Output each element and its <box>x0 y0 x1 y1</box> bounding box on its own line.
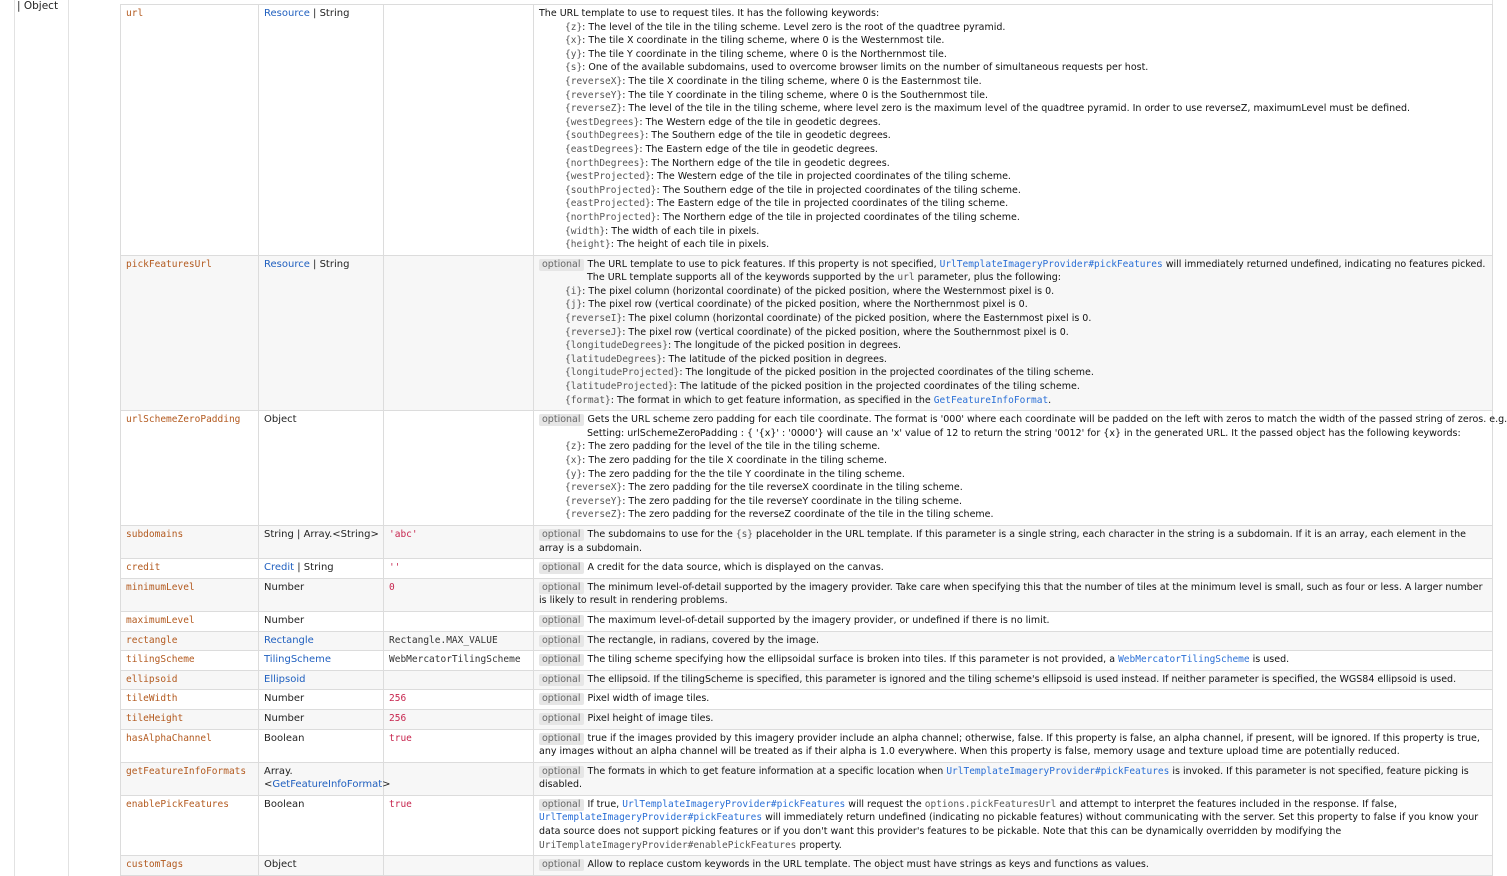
keyword-code: {reverseI} <box>565 313 623 325</box>
keyword-code: {westProjected} <box>565 171 651 183</box>
default-cell <box>384 670 534 690</box>
keyword-item <box>539 326 1488 340</box>
description-text: The URL template supports all of the keywords supported by the <box>587 272 898 284</box>
optional-badge: optional <box>539 635 584 647</box>
type-text: < <box>264 779 273 791</box>
default-cell <box>384 762 534 795</box>
keyword-text: : The pixel column (horizontal coordinate) of the picked position, where the Easternmost pixel is 0. <box>622 313 1092 325</box>
type-text: Boolean <box>264 732 305 744</box>
keyword-text: : One of the available subdomains, used to overcome browser limits on the number of simultaneous requests per host. <box>582 62 1149 74</box>
default-value: 'abc' <box>389 528 418 540</box>
outer-mid-border <box>68 0 69 876</box>
keyword-item <box>539 312 1488 326</box>
description-text: The subdomains to use for the <box>587 528 736 540</box>
description-text: A credit for the data source, which is displayed on the canvas. <box>587 562 884 574</box>
param-description <box>534 762 1493 795</box>
keyword-list <box>539 21 1488 252</box>
param-row-getFeatureInfoFormats <box>121 762 1493 795</box>
param-name: url <box>126 8 144 19</box>
keyword-item <box>539 353 1488 367</box>
default-value: '' <box>389 562 401 574</box>
type-text: Number <box>264 693 305 705</box>
keyword-code: {reverseY} <box>565 89 623 101</box>
keyword-item <box>539 211 1488 225</box>
description-text: Pixel height of image tiles. <box>587 712 714 724</box>
keyword-code: {reverseZ} <box>565 509 623 521</box>
param-description <box>534 795 1493 855</box>
keyword-code: {westDegrees} <box>565 116 640 128</box>
description-text: The tiling scheme specifying how the ellipsoidal surface is broken into tiles. If this parameter is not provided, a <box>587 654 1119 666</box>
type-text: Number <box>264 581 305 593</box>
keyword-text: : The tile X coordinate in the tiling scheme, where 0 is the Easternmost tile. <box>622 75 982 87</box>
type-text: | String <box>309 8 350 19</box>
param-name: enablePickFeatures <box>126 798 229 810</box>
param-description <box>534 651 1493 671</box>
optional-badge: optional <box>539 529 584 541</box>
param-name: ellipsoid <box>126 673 178 685</box>
inline-code: {s} <box>735 528 754 540</box>
param-name: customTags <box>126 859 184 871</box>
param-description <box>534 690 1493 710</box>
optional-badge: optional <box>539 414 584 426</box>
default-value: 256 <box>389 693 407 705</box>
keyword-code: {z} <box>565 21 583 33</box>
keyword-text: : The Eastern edge of the tile in projected coordinates of the tiling scheme. <box>650 198 1009 210</box>
keyword-text: : The zero padding for the the tile Y coordinate in the tiling scheme. <box>582 468 905 480</box>
optional-badge: optional <box>539 582 584 594</box>
default-value: true <box>389 732 412 744</box>
keyword-text: : The zero padding for the tile reverseY coordinate in the tiling scheme. <box>622 495 963 507</box>
type-link-ellipsoid[interactable]: Ellipsoid <box>264 673 306 685</box>
optional-badge: optional <box>539 674 584 686</box>
keyword-code: {eastProjected} <box>565 198 651 210</box>
keyword-code: {format} <box>565 394 611 406</box>
type-text: | String <box>309 258 350 270</box>
param-description <box>534 525 1493 558</box>
keyword-text: : The longitude of the picked position in the projected coordinates of the tiling scheme. <box>679 367 1094 379</box>
keyword-item <box>539 238 1488 252</box>
keyword-code: {z} <box>565 441 583 453</box>
type-link-credit[interactable]: Credit <box>264 562 295 574</box>
description-text: will request the <box>845 798 925 810</box>
keyword-text: : The Western edge of the tile in projected coordinates of the tiling scheme. <box>650 171 1011 183</box>
default-cell <box>384 411 534 526</box>
web-mercator-link[interactable]: WebMercatorTilingScheme <box>1118 654 1250 666</box>
keyword-text: : The zero padding for the tile reverseX coordinate in the tiling scheme. <box>622 482 963 494</box>
keyword-text: : The tile Y coordinate in the tiling scheme, where 0 is the Southernmost tile. <box>622 89 988 101</box>
default-value: Rectangle.MAX_VALUE <box>389 634 498 646</box>
description-text: will immediately returned undefined, indicating no features picked. <box>1162 258 1486 270</box>
keyword-code: {reverseX} <box>565 75 623 87</box>
description-text: Setting: urlSchemeZeroPadding : { '{x}' : '0000'} will cause an 'x' value of 12 to return the string '0012' for {x} in the generated URL. It the passed object has the following keywords: <box>587 427 1461 439</box>
keyword-item <box>539 454 1488 468</box>
keyword-code: {eastDegrees} <box>565 143 640 155</box>
keyword-code: {northDegrees} <box>565 157 646 169</box>
param-name: pickFeaturesUrl <box>126 258 212 270</box>
outer-type-label: | Object <box>17 0 59 12</box>
param-row-enablePickFeatures <box>121 795 1493 855</box>
keyword-item <box>539 366 1488 380</box>
default-cell <box>384 611 534 631</box>
keyword-item <box>539 184 1488 198</box>
description-text: The ellipsoid. If the tilingScheme is specified, this parameter is ignored and the tiling scheme's ellipsoid is used instead. If neither parameter is specified, the WGS84 ellipsoid is used. <box>587 673 1457 685</box>
keyword-text: : The zero padding for the tile X coordinate in the tiling scheme. <box>582 455 888 466</box>
param-description <box>534 559 1493 579</box>
keyword-item <box>539 129 1488 143</box>
pick-features-link[interactable]: UrlTemplateImageryProvider#pickFeatures <box>539 812 763 824</box>
pick-features-link[interactable]: UrlTemplateImageryProvider#pickFeatures <box>622 798 846 810</box>
pick-features-link[interactable]: UrlTemplateImageryProvider#pickFeatures <box>939 258 1163 270</box>
description-text: is used. <box>1249 654 1290 666</box>
param-row-minimumLevel <box>121 578 1493 611</box>
keyword-text: : The pixel row (vertical coordinate) of the picked position, where the Northernmost pixel is 0. <box>582 299 1028 311</box>
param-name: tileWidth <box>126 693 178 705</box>
keyword-code: {x} <box>565 35 583 47</box>
description-text: Gets the URL scheme zero padding for each tile coordinate. The format is '000' where each coordinate will be padded on the left with zeros to match the width of the passed string of zeros. e.g. <box>587 414 1507 426</box>
keyword-item <box>539 339 1488 353</box>
description-text: If true, <box>587 798 623 810</box>
keyword-text: : The Eastern edge of the tile in geodetic degrees. <box>639 143 878 155</box>
param-name: rectangle <box>126 634 178 646</box>
description-text: The rectangle, in radians, covered by the image. <box>587 634 819 646</box>
param-description <box>534 611 1493 631</box>
param-row-hasAlphaChannel <box>121 729 1493 762</box>
keyword-code: {s} <box>565 62 583 74</box>
description-text: The minimum level-of-detail supported by the imagery provider. Take care when specifying this that the number of tiles at the minimum level is small, such as four or less. A larger number is likely to result in rendering problems. <box>539 581 1483 607</box>
optional-badge: optional <box>539 259 584 271</box>
param-description <box>534 729 1493 762</box>
param-name: tilingScheme <box>126 654 195 666</box>
keyword-item <box>539 495 1488 509</box>
keyword-code: {longitudeProjected} <box>565 367 680 379</box>
param-row-tileWidth <box>121 690 1493 710</box>
description-text: placeholder in the URL template. If this parameter is a single string, each character in the string is a subdomain. If it is an array, each element in the array is a subdomain. <box>539 528 1467 554</box>
inline-code: url <box>897 272 915 284</box>
description-intro: The URL template to use to request tiles. It has the following keywords: <box>539 8 880 19</box>
param-row-tileHeight <box>121 709 1493 729</box>
keyword-item <box>539 34 1488 48</box>
keyword-item <box>539 298 1488 312</box>
param-row-subdomains <box>121 525 1493 558</box>
optional-badge: optional <box>539 766 584 778</box>
param-description <box>534 5 1493 256</box>
param-row-pickFeaturesUrl <box>121 255 1493 411</box>
param-description <box>534 709 1493 729</box>
keyword-list <box>539 440 1488 522</box>
keyword-item <box>539 21 1488 35</box>
optional-badge: optional <box>539 615 584 627</box>
param-row-tilingScheme <box>121 651 1493 671</box>
keyword-code: {height} <box>565 239 611 251</box>
keyword-item <box>539 143 1488 157</box>
optional-badge: optional <box>539 654 584 666</box>
keyword-text: : The pixel row (vertical coordinate) of the picked position, where the Southernmost pixel is 0. <box>622 326 1069 338</box>
keyword-item <box>539 440 1488 454</box>
optional-badge: optional <box>539 713 584 725</box>
keyword-item <box>539 508 1488 522</box>
keyword-text: : The Northern edge of the tile in geodetic degrees. <box>645 157 890 169</box>
keyword-text: : The latitude of the picked position in degrees. <box>662 353 887 365</box>
keyword-code: {y} <box>565 468 583 480</box>
keyword-item <box>539 75 1488 89</box>
keyword-code: {reverseJ} <box>565 326 623 338</box>
keyword-code: {northProjected} <box>565 211 657 223</box>
keyword-code: {y} <box>565 48 583 60</box>
param-name: credit <box>126 562 161 574</box>
description-text: Pixel width of image tiles. <box>587 693 710 705</box>
param-name: getFeatureInfoFormats <box>126 765 247 777</box>
optional-badge: optional <box>539 693 584 705</box>
param-name: maximumLevel <box>126 614 195 626</box>
description-text: Allow to replace custom keywords in the URL template. The object must have strings as keys and functions as values. <box>587 859 1149 871</box>
keyword-code: {j} <box>565 299 583 311</box>
description-text: The formats in which to get feature information at a specific location when <box>587 765 947 777</box>
param-row-urlSchemeZeroPadding <box>121 411 1493 526</box>
param-description <box>534 856 1493 876</box>
keyword-text: : The Northern edge of the tile in projected coordinates of the tiling scheme. <box>656 211 1020 223</box>
description-text: true if the images provided by this imagery provider include an alpha channel; otherwise, false. If this property is false, an alpha channel, if present, will be ignored. If this property is true, any images without an alpha channel will be treated as if their alpha is 1.0 everywhere. When this property is false, memory usage and texture upload time are potentially reduced. <box>539 732 1480 758</box>
param-description <box>534 670 1493 690</box>
optional-badge: optional <box>539 799 584 811</box>
description-text: is invoked. If this parameter is not specified, feature picking is disabled. <box>539 765 1469 791</box>
keyword-code: {reverseY} <box>565 495 623 507</box>
keyword-code: {width} <box>565 225 606 237</box>
keyword-text: : The level of the tile in the tiling scheme. Level zero is the root of the quadtree pyramid. <box>582 21 1006 33</box>
keyword-code: {x} <box>565 455 583 466</box>
type-text: > <box>382 779 391 791</box>
param-name: urlSchemeZeroPadding <box>126 414 241 426</box>
param-row-ellipsoid <box>121 670 1493 690</box>
keyword-text: : The zero padding for the reverseZ coordinate of the tile in the tiling scheme. <box>622 509 994 521</box>
get-feature-info-format-link[interactable]: GetFeatureInfoFormat <box>933 394 1049 406</box>
default-value: 256 <box>389 712 407 724</box>
optional-badge: optional <box>539 733 584 745</box>
keyword-text: : The zero padding for the level of the tile in the tiling scheme. <box>582 441 881 453</box>
param-name: tileHeight <box>126 712 184 724</box>
keyword-item <box>539 102 1488 116</box>
param-name: minimumLevel <box>126 581 195 593</box>
keyword-text: : The pixel column (horizontal coordinate) of the picked position, where the Westernmost pixel is 0. <box>582 285 1055 297</box>
description-text: and attempt to interpret the features included in the response. If false, <box>1056 798 1398 810</box>
keyword-list <box>539 285 1488 394</box>
type-link-resource[interactable]: Resource <box>264 8 310 19</box>
keyword-text: : The tile Y coordinate in the tiling scheme, where 0 is the Northernmost tile. <box>582 48 947 60</box>
default-value: WebMercatorTilingScheme <box>389 654 521 666</box>
keyword-code: {latitudeDegrees} <box>565 353 663 365</box>
description-text: property. <box>796 839 842 851</box>
type-text: Boolean <box>264 798 305 810</box>
keyword-text: : The width of each tile in pixels. <box>605 225 760 237</box>
type-text: Number <box>264 712 305 724</box>
description-text: The URL template to use to pick features. If this property is not specified, <box>587 258 940 270</box>
param-description <box>534 631 1493 651</box>
param-description <box>534 411 1507 526</box>
param-description <box>534 255 1493 411</box>
default-cell <box>384 5 534 256</box>
default-value: 0 <box>389 581 395 593</box>
keyword-code: {i} <box>565 285 583 297</box>
default-cell <box>384 856 534 876</box>
type-link-tiling-scheme[interactable]: TilingScheme <box>264 654 332 666</box>
param-name: hasAlphaChannel <box>126 732 212 744</box>
keyword-text: : The height of each tile in pixels. <box>610 239 770 251</box>
keyword-code: {southDegrees} <box>565 130 646 142</box>
type-link-resource[interactable]: Resource <box>264 258 310 270</box>
inline-code: UriTemplateImageryProvider#enablePickFeatures <box>539 839 797 851</box>
inline-code: options.pickFeaturesUrl <box>924 798 1057 810</box>
parameters-table <box>120 4 1507 876</box>
period: . <box>1048 394 1052 406</box>
keyword-text: : The latitude of the picked position in the projected coordinates of the tiling scheme. <box>673 381 1080 393</box>
param-row-maximumLevel <box>121 611 1493 631</box>
default-value: true <box>389 798 412 810</box>
type-link-rectangle[interactable]: Rectangle <box>264 634 314 646</box>
keyword-text: : The longitude of the picked position in degrees. <box>667 340 901 352</box>
keyword-code: {southProjected} <box>565 184 657 196</box>
keyword-item <box>539 48 1488 62</box>
keyword-item <box>539 157 1488 171</box>
pick-features-link[interactable]: UrlTemplateImageryProvider#pickFeatures <box>946 765 1170 777</box>
param-name: subdomains <box>126 528 184 540</box>
keyword-text: : The format in which to get feature information, as specified in the <box>610 394 934 406</box>
keyword-text: : The Southern edge of the tile in projected coordinates of the tiling scheme. <box>656 184 1021 196</box>
default-cell <box>384 255 534 411</box>
keyword-item <box>539 116 1488 130</box>
type-link-get-feature-info-format[interactable]: GetFeatureInfoFormat <box>272 779 383 791</box>
keyword-item <box>539 285 1488 299</box>
keyword-item <box>539 380 1488 394</box>
keyword-item <box>539 481 1488 495</box>
description-text: The maximum level-of-detail supported by the imagery provider, or undefined if there is no limit. <box>587 614 1050 626</box>
outer-left-border <box>14 0 15 876</box>
keyword-code: {reverseX} <box>565 482 623 494</box>
keyword-item <box>539 61 1488 75</box>
description-text: will immediately return undefined (indicating no pickable features) without communicating with the server. Set this property to false if you know your data source does not support picking features or if you don't want this provider's features to be pickable. Note that this can be dynamically overridden by modifying the <box>539 812 1479 838</box>
type-text: | String <box>294 562 334 574</box>
type-text: Number <box>264 614 305 626</box>
keyword-text: : The level of the tile in the tiling scheme, where level zero is the maximum level of the quadtree pyramid. In order to use reverseZ, maximumLevel must be defined. <box>622 103 1411 115</box>
description-text: parameter, plus the following: <box>914 272 1061 284</box>
param-description <box>534 578 1493 611</box>
optional-badge: optional <box>539 562 584 574</box>
keyword-code: {reverseZ} <box>565 103 623 115</box>
keyword-item <box>539 89 1488 103</box>
keyword-item <box>539 170 1488 184</box>
keyword-text: : The tile X coordinate in the tiling scheme, where 0 is the Westernmost tile. <box>582 35 945 47</box>
keyword-code: {longitudeDegrees} <box>565 340 668 352</box>
type-text: String | Array.<String> <box>264 528 379 540</box>
param-row-credit <box>121 559 1493 579</box>
type-text: Array. <box>264 765 293 777</box>
keyword-text: : The Western edge of the tile in geodetic degrees. <box>639 116 881 128</box>
keyword-item <box>539 225 1488 239</box>
param-row-url <box>121 5 1493 256</box>
keyword-item <box>539 468 1488 482</box>
keyword-code: {latitudeProjected} <box>565 381 674 393</box>
keyword-item <box>539 197 1488 211</box>
optional-badge: optional <box>539 859 584 871</box>
param-row-customTags <box>121 856 1493 876</box>
type-text: Object <box>264 859 297 871</box>
param-row-rectangle <box>121 631 1493 651</box>
keyword-text: : The Southern edge of the tile in geodetic degrees. <box>645 130 891 142</box>
type-text: Object <box>264 414 297 426</box>
